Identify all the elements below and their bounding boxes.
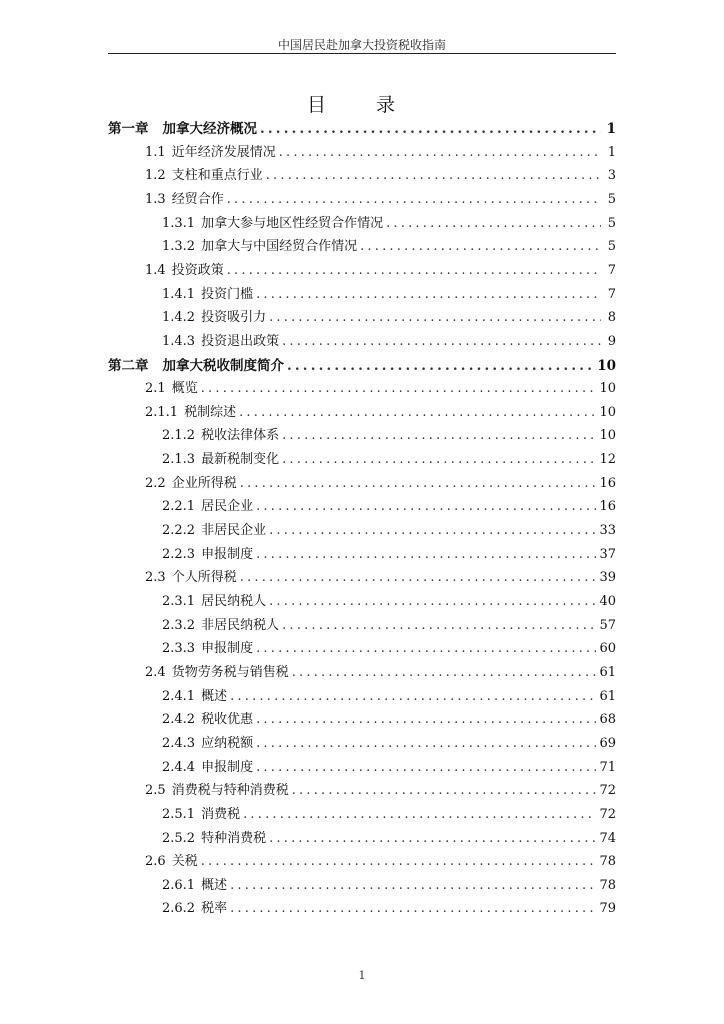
- header-divider: [108, 53, 616, 54]
- toc-entry-page: 72: [599, 783, 616, 799]
- toc-entry-label: 投资退出政策: [201, 333, 280, 349]
- toc-entry-label: 应纳税额: [201, 735, 254, 751]
- toc-entry-label: 近年经济发展情况: [171, 144, 276, 160]
- toc-entry-label: 投资吸引力: [201, 310, 267, 326]
- toc-entry[interactable]: [162, 804, 616, 826]
- toc-entry[interactable]: [162, 331, 616, 353]
- toc-entry-label: 税制综述: [184, 404, 237, 420]
- toc-leader-dots: [360, 236, 601, 258]
- toc-entry-label: 关税: [171, 854, 198, 870]
- toc-leader-dots: [227, 189, 601, 211]
- toc-leader-dots: [256, 757, 596, 779]
- toc-chapter-entry[interactable]: [108, 355, 616, 377]
- toc-entry[interactable]: [162, 544, 616, 566]
- toc-entry-page: 16: [599, 475, 616, 491]
- toc-entry-label: 税率: [201, 901, 228, 917]
- toc-leader-dots: [269, 828, 596, 850]
- toc-entry[interactable]: [162, 236, 616, 258]
- toc-entry[interactable]: [145, 165, 616, 187]
- toc-entry[interactable]: [162, 828, 616, 850]
- toc-leader-dots: [282, 331, 601, 353]
- toc-entry-number: 2.4.4: [162, 759, 196, 775]
- toc-entry-label: 非居民企业: [201, 523, 267, 539]
- toc-entry-label: 申报制度: [201, 546, 254, 562]
- toc-entry-page: 1: [606, 121, 616, 137]
- toc-entry-label: 企业所得税: [171, 475, 237, 491]
- toc-entry-label: 概述: [201, 688, 228, 704]
- toc-entry[interactable]: [145, 260, 616, 282]
- toc-entry[interactable]: [145, 402, 616, 424]
- toc-leader-dots: [243, 804, 596, 826]
- toc-leader-dots: [256, 496, 596, 518]
- toc-entry-page: 5: [607, 215, 616, 231]
- toc-entry[interactable]: [162, 898, 616, 920]
- toc-entry-number: 2.3: [145, 570, 166, 586]
- toc-entry[interactable]: [162, 425, 616, 447]
- toc-entry[interactable]: [162, 449, 616, 471]
- toc-leader-dots: [256, 284, 601, 306]
- toc-entry-page: 10: [599, 404, 616, 420]
- toc-entry-label: 特种消费税: [201, 830, 267, 846]
- toc-entry-page: 10: [597, 357, 616, 374]
- toc-leader-dots: [386, 213, 601, 235]
- toc-entry-number: 1.4: [145, 262, 166, 278]
- toc-leader-dots: [292, 662, 597, 684]
- toc-entry-page: 37: [599, 546, 616, 562]
- toc-entry-page: 39: [599, 570, 616, 586]
- toc-entry-page: 5: [607, 191, 616, 207]
- toc-entry-label: 投资政策: [171, 262, 224, 278]
- toc-entry-number: 2.5: [145, 783, 166, 799]
- toc-entry[interactable]: [145, 473, 616, 495]
- toc-entry[interactable]: [145, 662, 616, 684]
- toc-chapter-entry[interactable]: [108, 118, 616, 140]
- toc-leader-dots: [256, 544, 596, 566]
- toc-entry-number: 1.4.2: [162, 310, 196, 326]
- toc-entry[interactable]: [162, 496, 616, 518]
- toc-leader-dots: [256, 709, 596, 731]
- toc-leader-dots: [260, 118, 601, 140]
- toc-entry-page: 71: [599, 759, 616, 775]
- toc-entry[interactable]: [162, 213, 616, 235]
- toc-entry-number: 1.3: [145, 191, 166, 207]
- toc-entry-number: 1.4.1: [162, 286, 196, 302]
- toc-leader-dots: [239, 402, 596, 424]
- toc-entry-number: 2.5.1: [162, 806, 196, 822]
- toc-entry-label: 概览: [171, 381, 198, 397]
- toc-entry-number: 2.4.1: [162, 688, 196, 704]
- toc-entry-page: 69: [599, 735, 616, 751]
- toc-entry-page: 10: [599, 428, 616, 444]
- toc-entry-page: 57: [599, 617, 616, 633]
- toc-entry[interactable]: [145, 851, 616, 873]
- toc-leader-dots: [287, 355, 594, 377]
- toc-entry-number: 2.6: [145, 854, 166, 870]
- toc-title: 目 录: [306, 94, 418, 116]
- toc-leader-dots: [282, 449, 596, 471]
- toc-entry-number: 2.1.2: [162, 428, 196, 444]
- toc-entry-number: 2.6.2: [162, 901, 196, 917]
- toc-leader-dots: [256, 733, 596, 755]
- toc-leader-dots: [230, 898, 596, 920]
- toc-entry-number: 2.4.2: [162, 712, 196, 728]
- toc-entry[interactable]: [162, 615, 616, 637]
- toc-entry-number: 1.3.2: [162, 239, 196, 255]
- toc-entry-label: 个人所得税: [171, 570, 237, 586]
- toc-entry-page: 74: [599, 830, 616, 846]
- toc-entry-page: 12: [599, 452, 616, 468]
- toc-entry-page: 61: [599, 664, 616, 680]
- toc-leader-dots: [201, 378, 597, 400]
- toc-entry-page: 78: [599, 854, 616, 870]
- toc-entry-label: 加拿大税收制度简介: [162, 357, 284, 374]
- toc-entry[interactable]: [145, 567, 616, 589]
- toc-entry-number: 2.1.3: [162, 452, 196, 468]
- toc-entry[interactable]: [162, 520, 616, 542]
- toc-leader-dots: [269, 520, 596, 542]
- toc-entry-page: 10: [599, 381, 616, 397]
- toc-entry-number: 2.5.2: [162, 830, 196, 846]
- toc-entry-label: 最新税制变化: [201, 452, 280, 468]
- toc-entry-page: 68: [599, 712, 616, 728]
- toc-entry-label: 税收优惠: [201, 712, 254, 728]
- toc-entry[interactable]: [162, 875, 616, 897]
- toc-entry-label: 申报制度: [201, 759, 254, 775]
- toc-entry-label: 居民企业: [201, 499, 254, 515]
- toc-leader-dots: [279, 142, 601, 164]
- page-number: 1: [358, 969, 366, 982]
- toc-entry-label: 税收法律体系: [201, 428, 280, 444]
- toc-entry-page: 16: [599, 499, 616, 515]
- toc-entry[interactable]: [145, 378, 616, 400]
- toc-entry-number: 1.4.3: [162, 333, 196, 349]
- toc-entry-number: 2.2.2: [162, 523, 196, 539]
- toc-entry-number: 2.3.3: [162, 641, 196, 657]
- toc-leader-dots: [240, 473, 597, 495]
- toc-entry-page: 33: [599, 523, 616, 539]
- toc-entry-number: 第二章: [108, 357, 149, 374]
- toc-leader-dots: [269, 591, 596, 613]
- toc-entry[interactable]: [162, 686, 616, 708]
- toc-entry[interactable]: [145, 142, 616, 164]
- toc-entry-label: 非居民纳税人: [201, 617, 280, 633]
- toc-entry-label: 消费税与特种消费税: [171, 783, 289, 799]
- toc-entry-number: 2.2: [145, 475, 166, 491]
- toc-entry-number: 2.2.3: [162, 546, 196, 562]
- toc-entry-page: 40: [599, 594, 616, 609]
- toc-entry-label: 申报制度: [201, 641, 254, 657]
- toc-entry-number: 2.1.1: [145, 404, 179, 420]
- toc-entry-number: 2.4: [145, 664, 166, 680]
- toc-entry[interactable]: [162, 757, 616, 779]
- toc-leader-dots: [282, 425, 596, 447]
- toc-entry-label: 经贸合作: [171, 191, 224, 207]
- toc-entry-page: 9: [607, 333, 616, 349]
- toc-leader-dots: [227, 260, 601, 282]
- toc-leader-dots: [230, 875, 596, 897]
- toc-leader-dots: [266, 165, 601, 187]
- toc-entry-label: 加拿大经济概况: [162, 121, 257, 137]
- running-header: 中国居民赴加拿大投资税收指南: [277, 38, 446, 52]
- toc-entry-number: 1.3.1: [162, 215, 196, 231]
- toc-entry[interactable]: [145, 189, 616, 211]
- toc-entry-label: 投资门槛: [201, 286, 254, 302]
- toc-entry-page: 7: [607, 286, 616, 302]
- toc-entry-page: 7: [607, 262, 616, 278]
- toc-entry-label: 消费税: [201, 806, 241, 822]
- toc-entry-label: 加拿大参与地区性经贸合作情况: [201, 215, 384, 231]
- toc-entry-page: 8: [607, 310, 616, 326]
- toc-entry-page: 61: [599, 688, 616, 704]
- toc-entry[interactable]: [162, 307, 616, 329]
- toc-entry-page: 79: [599, 901, 616, 917]
- toc-entry-page: 72: [599, 806, 616, 822]
- toc-entry-number: 2.1: [145, 381, 166, 397]
- toc-leader-dots: [230, 686, 596, 708]
- toc-entry-page: 1: [607, 144, 616, 160]
- toc-entry[interactable]: [162, 284, 616, 306]
- toc-entry-number: 第一章: [108, 121, 149, 137]
- toc-entry[interactable]: [162, 733, 616, 755]
- toc-entry[interactable]: [162, 591, 616, 613]
- toc-entry-page: 5: [607, 239, 616, 255]
- toc-entry-page: 60: [599, 641, 616, 657]
- toc-entry-number: 2.3.1: [162, 594, 196, 609]
- toc-entry-number: 1.2: [145, 168, 166, 184]
- toc-entry-label: 货物劳务税与销售税: [171, 664, 289, 680]
- toc-leader-dots: [201, 851, 597, 873]
- toc-leader-dots: [282, 615, 596, 637]
- toc-entry-label: 居民纳税人: [201, 594, 267, 609]
- toc-leader-dots: [269, 307, 601, 329]
- toc-entry-number: 2.4.3: [162, 735, 196, 751]
- toc-entry-label: 支柱和重点行业: [171, 168, 263, 184]
- toc-entry-label: 概述: [201, 877, 228, 893]
- toc-leader-dots: [240, 567, 597, 589]
- toc-entry-number: 2.2.1: [162, 499, 196, 515]
- toc-entry-page: 3: [607, 168, 616, 184]
- toc-leader-dots: [256, 638, 596, 660]
- toc-leader-dots: [292, 780, 597, 802]
- toc-entry-page: 78: [599, 877, 616, 893]
- toc-entry[interactable]: [145, 780, 616, 802]
- toc-entry[interactable]: [162, 709, 616, 731]
- toc-entry-number: 2.6.1: [162, 877, 196, 893]
- toc-entry[interactable]: [162, 638, 616, 660]
- toc-entry-label: 加拿大与中国经贸合作情况: [201, 239, 358, 255]
- toc-entry-number: 1.1: [145, 144, 166, 160]
- toc-entry-number: 2.3.2: [162, 617, 196, 633]
